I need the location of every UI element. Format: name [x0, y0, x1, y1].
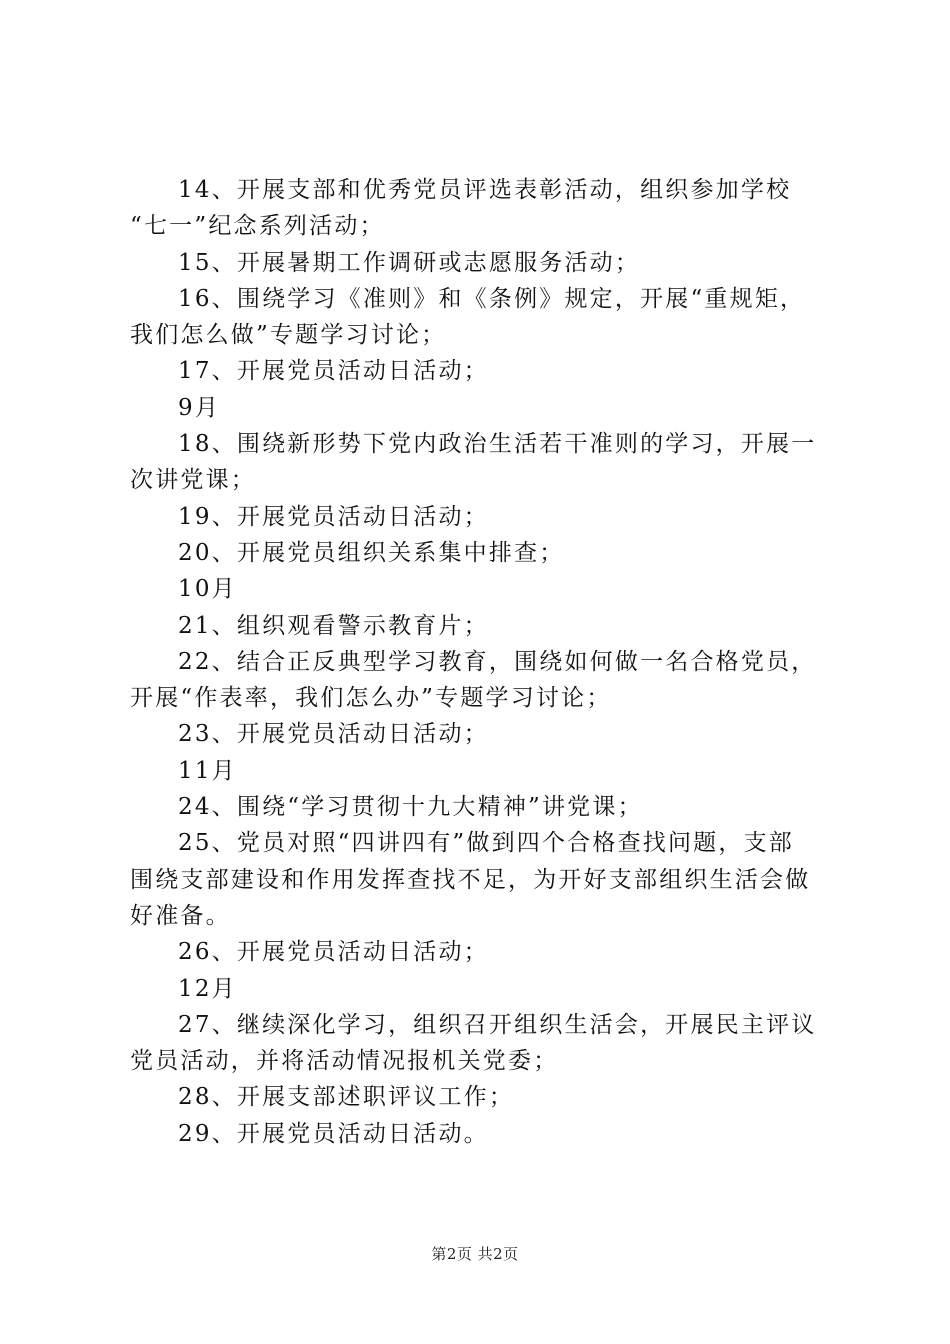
text-line: 23、开展党员活动日活动；: [178, 721, 489, 748]
page-footer: 第2页 共2页: [431, 1245, 519, 1263]
text-line: 20、开展党员组织关系集中排查；: [178, 539, 565, 566]
text-line: 9月: [178, 394, 221, 421]
text-line: 26、开展党员活动日活动；: [178, 939, 489, 966]
text-line: 22、结合正反典型学习教育，围绕如何做一名合格党员，: [178, 648, 817, 675]
text-line: 围绕支部建设和作用发挥查找不足，为开好支部组织生活会做: [130, 866, 811, 893]
text-line: 好准备。: [130, 902, 231, 929]
text-line: 开展“作表率，我们怎么办”专题学习讨论；: [130, 685, 612, 712]
text-line: 14、开展支部和优秀党员评选表彰活动，组织参加学校: [178, 177, 792, 203]
text-line: 27、继续深化学习，组织召开组织生活会，开展民主评议: [178, 1011, 817, 1038]
text-line: 党员活动，并将活动情况报机关党委；: [130, 1048, 559, 1075]
text-line: 10月: [178, 576, 237, 603]
document-body: [130, 172, 832, 1152]
text-line: 21、组织观看警示教育片；: [178, 612, 489, 639]
text-line: 15、开展暑期工作调研或志愿服务活动；: [178, 249, 641, 276]
text-line: 24、围绕“学习贯彻十九大精神”讲党课；: [178, 794, 643, 821]
text-line: 18、围绕新形势下党内政治生活若干准则的学习，开展一: [178, 431, 817, 458]
text-line: 25、党员对照“四讲四有”做到四个合格查找问题，支部: [178, 830, 794, 857]
text-line: 17、开展党员活动日活动；: [178, 358, 489, 385]
text-line: 19、开展党员活动日活动；: [178, 503, 489, 530]
text-line: 16、围绕学习《准则》和《条例》规定，开展“重规矩，: [178, 285, 806, 312]
text-line: 我们怎么做”专题学习讨论；: [130, 322, 447, 349]
text-line: 11月: [178, 757, 237, 784]
text-line: “七一”纪念系列活动；: [130, 213, 385, 240]
text-line: 次讲党课；: [130, 467, 256, 494]
text-line: 29、开展党员活动日活动。: [178, 1120, 489, 1147]
text-line: 28、开展支部述职评议工作；: [178, 1084, 515, 1111]
text-line: 12月: [178, 975, 237, 1002]
